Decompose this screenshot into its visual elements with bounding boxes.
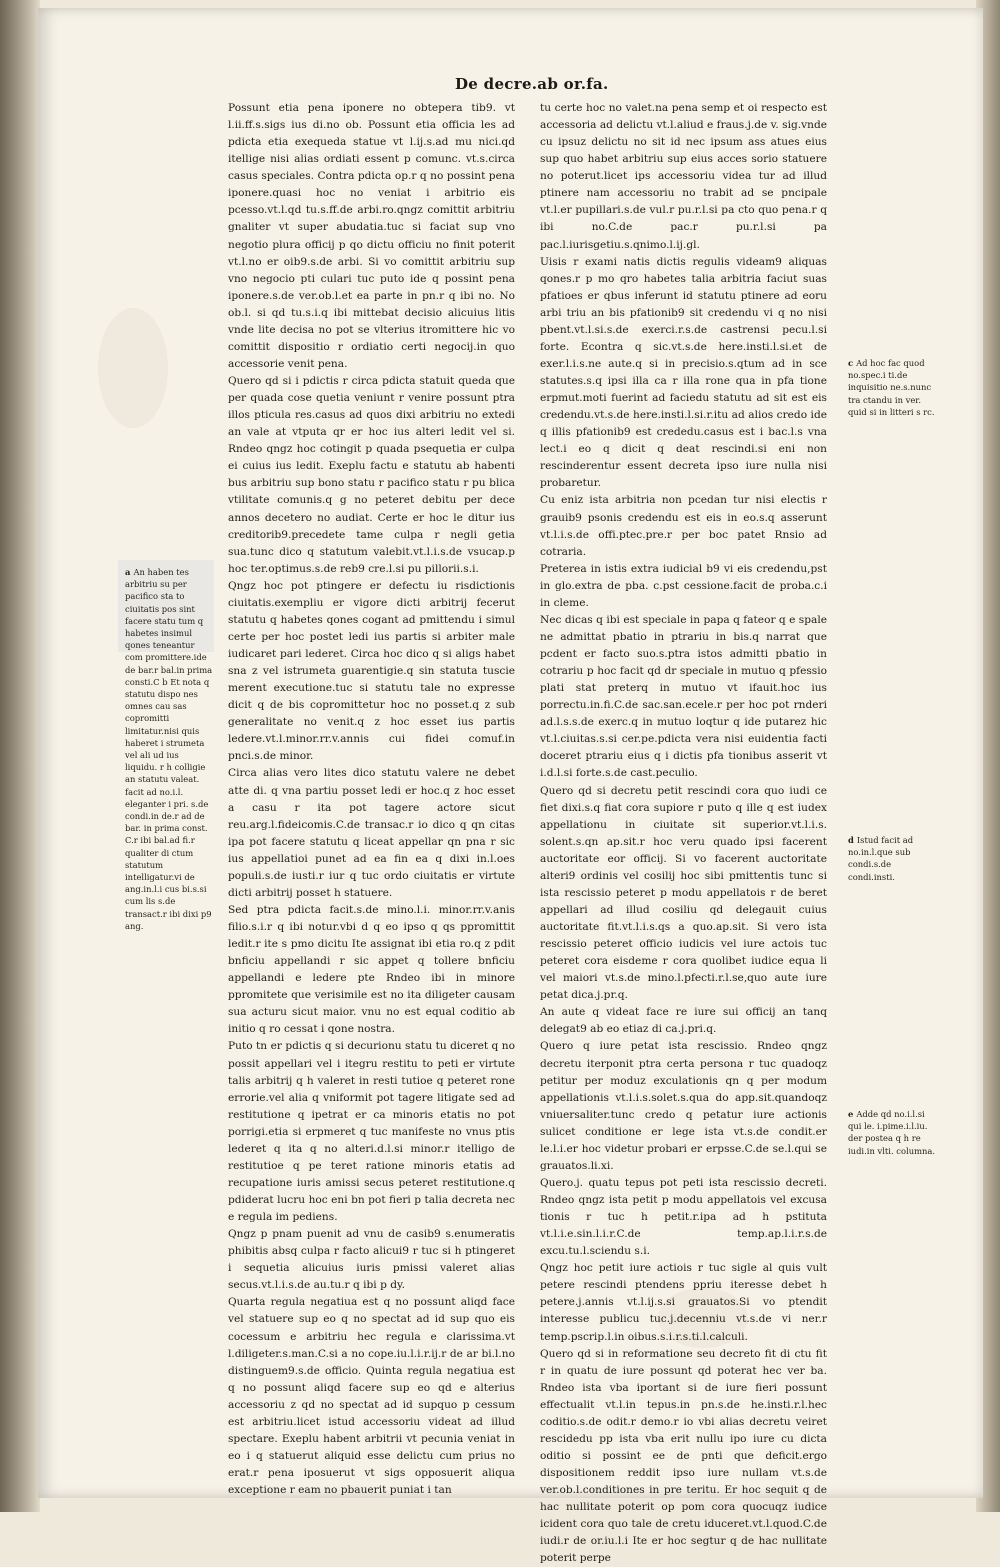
- paragraph: Qngz hoc pot ptingere er defectu iu risdictionis ciuitatis.exempliu er vigore dicti arbitrij fecerut statutu q habetes qones cogant ad pmittendu i simul certe per hoc postet ledi ius partis si arbiter male iudicaret pari lederet. Circa hoc dico q si aligs habet sna z vel istrumeta guarentigie.q sin statuta tuscie merent executione.tuc si statutu tale no expresse dicit q de bis copromittetur hoc no posset.q z sub generalitate no venit.q z hoc esset ius partis ledere.vt.l.minor.rr.v.annis cui fidei comuf.in pnci.s.de minor.: [228, 579, 515, 763]
- paragraph: Puto tn er pdictis q si decurionu statu tu diceret q no possit appellari vel i itegru restitu to peti er virtute talis arbitrij q h valeret in resti tutioe q peteret rone errorie.vel alia q vniformit pot tagere litigate sed ad restitutione q ipetrat er ca minoris etatis no pot porrigi.etia si erpmeret q tuc manifeste no vnus ptis lederet q ita q no alteri.d.l.si minor.r itelligo de restitutioe q pe teret ratione minoris etatis ad recupatione iuris amissi secus peteret restitutione.q pdiderat lucru hoc eni bn pot fieri p talia decreta nec e regula im pediens.: [228, 1040, 515, 1224]
- gloss-text: Ad hoc fac quod no.spec.i ti.de inquisitio ne.s.nunc tra ctandu in ver. quid si in litteri s rc.: [848, 358, 935, 417]
- paragraph: Quero q iure petat ista rescissio. Rndeo qngz decretu iterponit ptra certa persona r tuc quadoqz petitur per moduz exculationis qn q per modum appellationis vt.l.i.s.solet.s.qua do app.sit.quandoqz vniuersaliter.tunc credo q petatur iure actionis sulicet conditione er lege ista vt.s.de condit.er le.l.i.er hoc videtur probari er erpsse.C.de se.l.qui se grauatos.li.xi.: [540, 1040, 827, 1172]
- paragraph: Circa alias vero lites dico statutu valere ne debet atte di. q vna partiu posset ledi er hoc.q z hoc esset a casu r ita pot tagere actore sicut reu.arg.l.fideicomis.C.de transac.r io dico q qn citas ipa pot facere statutu q liceat appellar qn pna r sic ius appellatioi punet ad ea fin ea q dixi in.l.oes populi.s.de iusti.r iur q tuc ordo ciuitatis er virtute dicti arbitrij posset h statuere.: [228, 767, 515, 899]
- paragraph: Uisis r exami natis dictis regulis videam9 aliquas qones.r p mo qro habetes talia arbitria faciut suas pfatioes er qbus inferunt id statutu ptinere ad eoru arbi triu an bis pfationib9 sit credendu vi q no nisi pbent.vt.l.si.s.de exerci.r.s.de castrensi pecu.l.si forte. Econtra q sic.vt.s.de here.insti.l.si.et de exer.l.i.s.ne aute.q si in precisio.s.qtum ad in sce statutes.s.q ipsi illa ca r illa rone qua in pfa tione erpmut.moti fuerint ad faciedu statutu ad sit est eis credendu.vt.s.de here.insti.l.si.r.itu ad alios credo ide q illis pfationib9 est crededu.casus est i bac.l.s vna lect.i eo q dicit q deat rescindi.si eni non rescinderentur essent decreta ipso iure nulla nisi probaretur.: [540, 255, 827, 490]
- gloss-marker: e: [848, 1109, 854, 1119]
- paragraph: Cu eniz ista arbitria non pcedan tur nisi electis r grauib9 psonis credendu est eis in eo.s.q asserunt vt.l.i.s.de offi.ptec.pre.r per boc patet Rnsio ad cotraria.: [540, 494, 827, 558]
- text-column-right: [540, 100, 827, 1565]
- paragraph: Qngz p pnam puenit ad vnu de casib9 s.enumeratis phibitis absq culpa r facto alicui9 r tuc si h ptingeret i sequetia alicuius iuris pmissi valeret alias secus.vt.l.i.s.de au.tu.r q ibi p dy.: [228, 1228, 515, 1292]
- gloss-marker: a: [125, 567, 131, 577]
- paragraph: Quero.j. quatu tepus pot peti ista rescissio decreti. Rndeo qngz ista petit p modu appellatois vel excusa tionis r tuc h petit.r.ipa ad h pstituta vt.l.i.e.sin.l.i.r.C.de temp.ap.l.i.r.s.de excu.tu.l.sciendu s.i.: [540, 1176, 827, 1258]
- gloss-marker: d: [848, 835, 854, 845]
- marginal-gloss-d: [848, 834, 936, 883]
- gloss-text: Adde qd no.i.l.si qui le. i.pime.i.l.iu. der postea q h re iudi.in vlti. columna.: [848, 1109, 936, 1156]
- paragraph: tu certe hoc no valet.na pena semp et oi respecto est accessoria ad delictu vt.l.aliud e fraus.j.de v. sig.vnde cu ipsuz delictu no sit id nec ipsum ass atues eius sup quo habet arbitriu sup eius acces sorio statuere no poterut.licet ips accessoriu videa tur ad illud ptinere nam accessoriu no trabit ad se pncipale vt.l.er pupillari.s.de vul.r pu.r.l.si pa cto quo pena.r q ibi no.C.de pac.r pu.r.l.si pa pac.l.iurisgetiu.s.qnimo.l.ij.gl.: [540, 102, 827, 251]
- running-head: De decre.ab or.fa.: [455, 75, 609, 93]
- paragraph: Preterea in istis extra iudicial b9 vi eis credendu,pst in glo.extra de pba. c.pst cessione.facit de proba.c.i in cleme.: [540, 562, 827, 609]
- book-edge-left: [0, 0, 40, 1512]
- gloss-text: An haben tes arbitriu su per pacifico sta to ciuitatis pos sint facere statu tum q habetes insimul qones teneantur com promittere.ide de bar.r bal.in prima consti.C b Et nota q statutu dispo nes omnes cau sas copromitti limitatur.nisi quis haberet i strumeta vel ali ud ius liquidu. r h colligie an statutu valeat. facit ad no.i.l. eleganter i pri. s.de condi.in de.r ad de bar. in prima const. C.r ibi bal.ad fi.r qualiter di ctum statutum intelligatur.vi de ang.in.l.i cus bi.s.si cum lis s.de transact.r ibi dixi p9 ang.: [125, 567, 213, 931]
- paper-stain: [98, 308, 168, 428]
- paragraph: Quero qd si decretu petit rescindi cora quo iudi ce fiet dixi.s.q fiat cora supiore r puto q ille q est iudex appellationu in ciuitate sit superior.vt.l.i.s. solent.s.qn ap.sit.r hoc veru quado ipsi facerent auctoritate eor officij. Si vo facerent auctoritate alteri9 ordinis vel cosilij hoc sibi pmittentis tunc si ista rescissio peteret p modu appellatois r de beret appellari ad illud cosiliu qd delegauit cuius auctoritate fit.vt.l.i.s.qs a quo.ap.sit. Si vero ista rescissio peteret officio iudicis vel iure actois tuc peteret cora eisdeme r cora quolibet iudice equa li vel maiori vt.s.de mino.l.pfecti.r.l.se,quo aute iure petat dica.j.pr.q.: [540, 784, 827, 1002]
- gloss-marker: c: [848, 358, 854, 368]
- paragraph: Quero qd si i pdictis r circa pdicta statuit queda que per quada cose quetia veniunt r venire possunt ptra illos pticula res.casus ad quos dixi arbitriu no extedi an vale at vtputa qr er hoc ius alteri ledit vel si. Rndeo qngz hoc cotingit p quada psequetia er culpa ei cuius ius ledit. Exeplu factu e statutu ab habenti bus arbitriu sup bono statu r pacifico statu r pu blica vtilitate comunis.q g no peteret debitu per dece annos decetero no audiat. Certe er hoc le ditur ius creditorib9.precedete tame culpa r negli getia sua.tunc dico q statutum valebit.vt.l.i.s.de vsucap.p hoc ter.optimus.s.de reb9 cre.l.si pu pillorii.s.i.: [228, 375, 515, 575]
- marginal-gloss-a: [125, 566, 213, 932]
- paragraph: Qngz hoc petit iure actiois r tuc sigle al quis vult petere rescindi ptendens ppriu iteresse debet h petere.j.annis vt.l.ij.s.si grauatos.Si vo ptendit interesse publicu tuc.j.decenniu vt.s.de vi ner.r temp.pscrip.l.in oibus.s.i.r.s.ti.l.calculi.: [540, 1262, 827, 1343]
- paragraph: Quarta regula negatiua est q no possunt aliqd face vel statuere sup eo q no spectat ad id sup quo eis cocessum e arbitriu hec regula e clarissima.vt l.diligeter.s.man.C.si a no cope.iu.l.i.r.ij.r de ar bi.l.no distinguem9.s.de officio. Quinta regula negatiua est q no possunt aliqd facere sup eo qd e alterius accessoriu z qd no spectat ad id supquo p cessum est arbitriu.licet istud accessoriu videat ad illud spectare. Exeplu habent arbitrii vt pecunia veniat in eo i q statuerut aliquid esse delictu cum prius no erat.r pena iposuerut vt sigs opposuerit aliqua exceptione r eam no pbauerit puniat i tan: [228, 1296, 515, 1497]
- marginal-gloss-e: [848, 1108, 936, 1157]
- paragraph: Possunt etia pena iponere no obtepera tib9. vt l.ii.ff.s.sigs ius di.no ob. Possunt etia officia les ad pdicta etia exequeda statue vt l.ij.s.ad mu nici.qd itellige nisi alias ordiati essent p comunc. vt.s.circa casus speciales. Contra pdicta op.r q no possint pena iponere.quasi hoc no veniat i arbitrio eis pcesso.vt.l.qd tu.s.ff.de arbi.ro.qngz comittit arbitriu gnaliter vt super abudatia.tuc si faciat sup vno negotio plura officij p qo dictu officiu no finit poterit vt.l.no er oib9.s.de arbi. Si vo comittit arbitriu sup vno negocio pti culari tuc puto ide q possint pena iponere.s.de ver.ob.l.et ea parte in pn.r q ibi no. No ob.l. si qd tu.s.i.q ibi mittebat decisio alicuius litis vnde lite decisa no pot se vlterius itromittere hic vo comittit dispositio r ordiatio certi negocij.in quo accessorie venit pena.: [228, 102, 515, 370]
- gloss-text: Istud facit ad no.in.l.que sub condi.s.de condi.insti.: [848, 835, 914, 882]
- paragraph: Sed ptra pdicta facit.s.de mino.l.i. minor.rr.v.anis filio.s.i.r q ibi notur.vbi d q eo ipso q qs ppromittit ledit.r ite s pmo dicitu Ite assignat ibi etia ro.q z pdit bnficiu appellandi r sic appet q tollere bnficiu appellandi e ledere pte Rndeo ibi in minore ppromitete que verisimile est no ita diligeter causam sua acturu sicut maior. vnu no est equal coditio ab initio q ro cessat i qone nostra.: [228, 903, 515, 1036]
- text-column-left: [228, 100, 515, 1497]
- marginal-gloss-c: [848, 357, 936, 418]
- paragraph: Quero qd si in reformatione seu decreto fit di ctu fit r in quatu de iure possunt qd poterat hec ver ba. Rndeo ista vba iportant si de iure fieri possunt effectualit vt.l.in tepus.in pn.s.de he.insti.r.l.hec coditio.s.de odit.r demo.r io vbi alias decretu veiret rescidedu pp ista vba erit nullu ipo iure cu dicta oditio si possint ee de pnti que deficit.ergo dispositionem reddit ipso iure nullam vt.s.de ver.ob.l.conditiones in pre teritu. Er hoc sequit q de hac nullitate poterit op pom cora quocuqz iudice icident cora quo tale de cretu iduceret.vt.l.quod.C.de iudi.r de or.iu.l.i Ite er hoc segtur q de hac nullitate poterit perpe: [540, 1347, 827, 1565]
- paragraph: An aute q videat face re iure sui officij an tanq delegat9 ab eo etiaz di ca.j.pri.q.: [540, 1006, 827, 1036]
- paragraph: Nec dicas q ibi est speciale in papa q fateor q e spale ne admittat pbatio in ptrariu in bis.q narrat que pcdent er facto suo.s.ptra istos admitti pbatio in cotrariu p hoc facit qd dr speciale in mutuo q pfessio plati stat preterq in mutuo vt ifauit.hoc ius porrectu.in.fi.C.de sac.san.ecele.r per hoc pot rnderi ad.l.s.s.de exerc.q in mutuo loqtur q ide putarez hic vt.l.ciuitas.s.si cer.pe.pdicta vera nisi euidentia facti doceret ptrariu eius q i dictis pfa tionibus asserit vt i.d.l.si forte.s.de cast.peculio.: [540, 613, 827, 780]
